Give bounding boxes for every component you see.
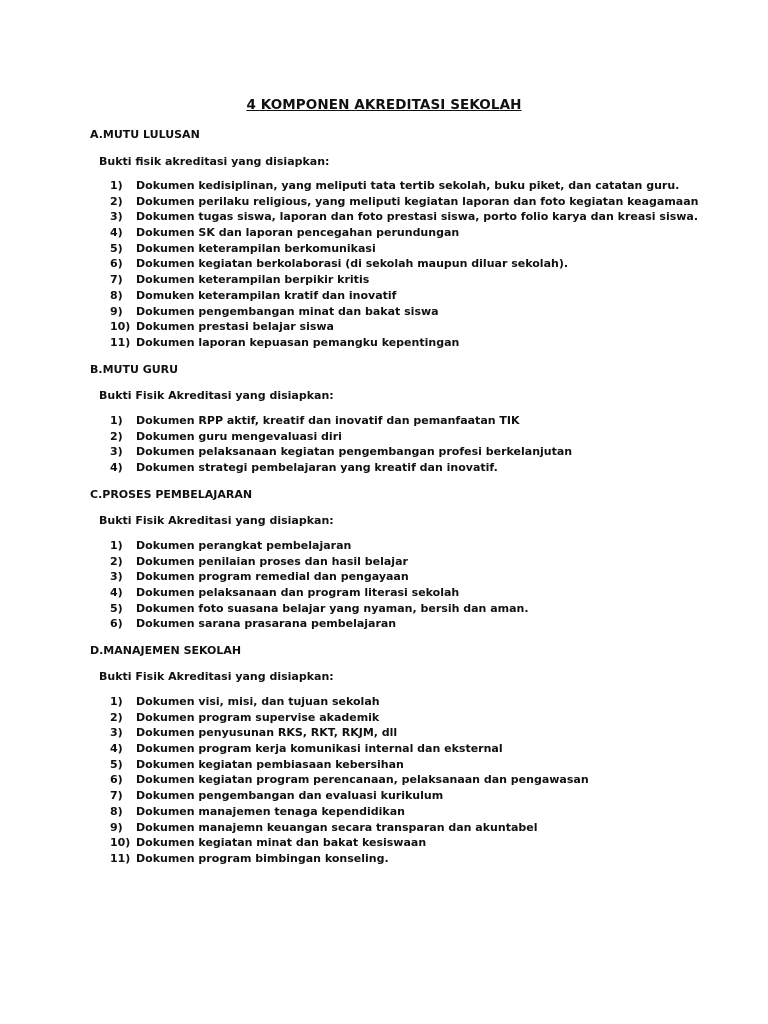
list-item-number: 8) (110, 804, 123, 818)
document-title: 4 KOMPONEN AKREDITASI SEKOLAH (246, 97, 522, 113)
list-item-text: Dokumen SK dan laporan pencegahan perundungan (136, 226, 460, 240)
list-item-text: Dokumen manajemen tenaga kependidikan (136, 804, 405, 818)
list-item-number: 1) (110, 695, 123, 708)
list-item-text: Dokumen kedisiplinan, yang meliputi tata tertib sekolah, buku piket, dan catatan guru. (136, 179, 680, 192)
list-item-number: 5) (110, 601, 123, 615)
list-item-text: Domuken keterampilan kratif dan inovatif (136, 288, 397, 302)
list-item-number: 3) (110, 726, 123, 740)
section-evidence-label: Bukti Fisik Akreditasi yang disiapkan: (99, 514, 334, 527)
list-item-text: Dokumen perangkat pembelajaran (136, 539, 352, 552)
list-item-text: Dokumen program remedial dan pengayaan (136, 570, 409, 584)
list-item-number: 11) (110, 851, 131, 865)
list-item-text: Dokumen visi, misi, dan tujuan sekolah (136, 695, 380, 708)
list-item-number: 6) (110, 773, 123, 787)
list-item-number: 2) (110, 710, 123, 724)
list-item-text: Dokumen foto suasana belajar yang nyaman, bersih dan aman. (136, 601, 529, 615)
list-item-number: 9) (110, 304, 123, 318)
list-item-number: 3) (110, 210, 123, 224)
list-item-number: 6) (110, 617, 123, 631)
list-item-number: 2) (110, 429, 123, 443)
list-item-number: 9) (110, 820, 123, 834)
list-item-number: 11) (110, 335, 131, 349)
section-heading-mutu-lulusan: A.MUTU LULUSAN (90, 128, 200, 141)
list-item-number: 7) (110, 789, 123, 803)
list-item-text: Dokumen keterampilan berkomunikasi (136, 241, 376, 255)
list-item-number: 4) (110, 586, 123, 600)
list-item-text: Dokumen pelaksanaan dan program literasi sekolah (136, 586, 460, 600)
list-item-number: 3) (110, 445, 123, 459)
list-item-number: 4) (110, 461, 123, 475)
list-item-number: 1) (110, 539, 123, 552)
list-item-text: Dokumen guru mengevaluasi diri (136, 429, 342, 443)
list-item-text: Dokumen keterampilan berpikir kritis (136, 273, 370, 287)
list-item-number: 8) (110, 288, 123, 302)
section-evidence-label: Bukti fisik akreditasi yang disiapkan: (99, 155, 330, 168)
list-item-text: Dokumen strategi pembelajaran yang kreatif dan inovatif. (136, 461, 498, 475)
list-item-text: Dokumen sarana prasarana pembelajaran (136, 617, 397, 631)
list-item-number: 4) (110, 226, 123, 240)
list-item-number: 3) (110, 570, 123, 584)
list-item-text: Dokumen program kerja komunikasi internal dan eksternal (136, 742, 503, 756)
section-evidence-label: Bukti Fisik Akreditasi yang disiapkan: (99, 389, 334, 402)
list-item-number: 7) (110, 273, 123, 287)
list-item-text: Dokumen pengembangan dan evaluasi kurikulum (136, 789, 444, 803)
list-item-number: 2) (110, 194, 123, 208)
section-heading-proses-pembelajaran: C.PROSES PEMBELAJARAN (90, 488, 253, 501)
list-item-text: Dokumen prestasi belajar siswa (136, 320, 334, 334)
list-item-number: 5) (110, 241, 123, 255)
list-item-number: 4) (110, 742, 123, 756)
section-heading-mutu-guru: B.MUTU GURU (90, 363, 179, 376)
list-item-text: Dokumen kegiatan pembiasaan kebersihan (136, 757, 404, 771)
list-item-number: 2) (110, 554, 123, 568)
list-item-number: 1) (110, 179, 123, 192)
section-evidence-label: Bukti Fisik Akreditasi yang disiapkan: (99, 670, 334, 683)
list-item-text: Dokumen laporan kepuasan pemangku kepentingan (136, 335, 460, 349)
list-item-text: Dokumen pelaksanaan kegiatan pengembangan profesi berkelanjutan (136, 445, 573, 459)
list-item-text: Dokumen kegiatan program perencanaan, pelaksanaan dan pengawasan (136, 773, 589, 787)
list-item-number: 6) (110, 257, 123, 271)
section-heading-manajemen-sekolah: D.MANAJEMEN SEKOLAH (90, 644, 242, 657)
list-item-number: 1) (110, 414, 123, 427)
list-item-text: Dokumen manajemn keuangan secara transparan dan akuntabel (136, 820, 538, 834)
list-item-text: Dokumen pengembangan minat dan bakat siswa (136, 304, 439, 318)
list-item-text: Dokumen program bimbingan konseling. (136, 851, 389, 865)
list-item-number: 10) (110, 836, 131, 850)
list-item-number: 5) (110, 757, 123, 771)
list-item-text: Dokumen penyusunan RKS, RKT, RKJM, dll (136, 726, 398, 740)
list-item-number: 10) (110, 320, 131, 334)
list-item-text: Dokumen RPP aktif, kreatif dan inovatif dan pemanfaatan TIK (136, 414, 520, 427)
list-item-text: Dokumen kegiatan minat dan bakat kesiswaan (136, 836, 427, 850)
list-item-text: Dokumen tugas siswa, laporan dan foto prestasi siswa, porto folio karya dan kreasi siswa. (136, 210, 699, 224)
list-item-text: Dokumen kegiatan berkolaborasi (di sekolah maupun diluar sekolah). (136, 257, 569, 271)
list-item-text: Dokumen penilaian proses dan hasil belajar (136, 554, 408, 568)
list-item-text: Dokumen perilaku religious, yang meliputi kegiatan laporan dan foto kegiatan keagamaan (136, 194, 699, 208)
list-item-text: Dokumen program supervise akademik (136, 710, 380, 724)
